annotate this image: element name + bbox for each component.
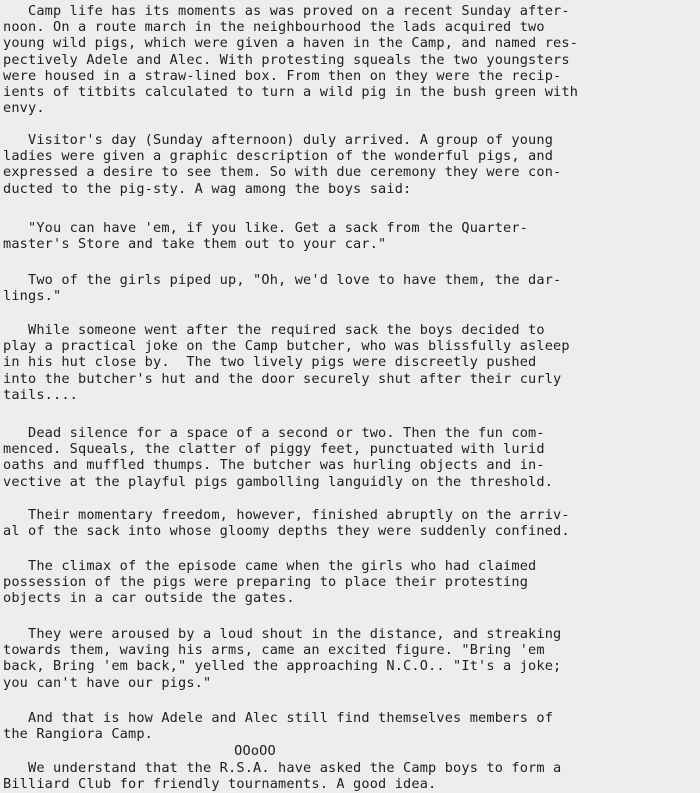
text-line: tails.... [3, 386, 79, 403]
text-line: While someone went after the required sack the boys decided to [3, 322, 545, 338]
text-line: expressed a desire to see them. So with due ceremony they were con- [3, 164, 562, 181]
text-line: ducted to the pig-sty. A wag among the boys said: [3, 180, 412, 197]
text-line: were housed in a straw-lined box. From then on they were the recip- [3, 67, 562, 84]
paragraph-girls-reply [3, 272, 700, 304]
text-line: you can't have our pigs." [3, 674, 212, 691]
text-line: And that is how Adele and Alec still find themselves members of [3, 710, 554, 726]
paragraph-conclusion [3, 710, 700, 742]
text-line: The climax of the episode came when the girls who had claimed [3, 558, 537, 574]
text-line: back, Bring 'em back," yelled the approaching N.C.O.. "It's a joke; [3, 658, 562, 675]
text-line: lings." [3, 288, 62, 305]
text-line: "You can have 'em, if you like. Get a sack from the Quarter- [3, 220, 529, 236]
text-line: in his hut close by. The two lively pigs were discreetly pushed [3, 354, 537, 371]
text-line: al of the sack into whose gloomy depths they were suddenly confined. [3, 523, 570, 540]
text-line: the Rangiora Camp. [3, 726, 154, 743]
text-line: oaths and muffled thumps. The butcher was hurling objects and in- [3, 457, 545, 474]
text-line: play a practical joke on the Camp butcher, who was blissfully asleep [3, 338, 570, 355]
paragraph-wag-quote [3, 220, 700, 252]
text-line: towards them, waving his arms, came an excited figure. "Bring 'em [3, 642, 545, 659]
text-line: possession of the pigs were preparing to place their protesting [3, 574, 529, 591]
text-line: vective at the playful pigs gambolling languidly on the threshold. [3, 473, 554, 490]
text-line: ladies were given a graphic description of the wonderful pigs, and [3, 148, 554, 165]
text-line: Visitor's day (Sunday afternoon) duly arrived. A group of young [3, 132, 554, 148]
text-line: Billiard Club for friendly tournaments. A good idea. [3, 776, 437, 793]
text-line: Two of the girls piped up, "Oh, we'd love to have them, the dar- [3, 272, 562, 288]
paragraph-dead-silence [3, 425, 700, 490]
text-line: They were aroused by a loud shout in the distance, and streaking [3, 626, 562, 642]
paragraph-billiard-club [3, 760, 700, 792]
text-line: young wild pigs, which were given a haven in the Camp, and named res- [3, 35, 579, 52]
paragraph-pigs-acquired [3, 3, 700, 116]
text-line: Dead silence for a space of a second or two. Then the fun com- [3, 425, 545, 441]
text-line: objects in a car outside the gates. [3, 590, 295, 607]
paragraph-loud-shout [3, 626, 700, 691]
text-line: menced. Squeals, the clatter of piggy feet, punctuated with lurid [3, 441, 545, 458]
text-line: Camp life has its moments as was proved on a recent Sunday after- [3, 3, 570, 19]
text-line: ients of titbits calculated to turn a wild pig in the bush green with [3, 84, 579, 101]
text-line: noon. On a route march in the neighbourhood the lads acquired two [3, 19, 545, 36]
paragraph-climax [3, 558, 700, 607]
section-separator: OOoOO [234, 743, 276, 759]
paragraph-practical-joke [3, 322, 700, 403]
text-line: into the butcher's hut and the door securely shut after their curly [3, 370, 562, 387]
text-line: pectively Adele and Alec. With protesting squeals the two youngsters [3, 51, 570, 68]
text-line: master's Store and take them out to your car." [3, 236, 387, 253]
text-line: Their momentary freedom, however, finished abruptly on the arriv- [3, 507, 570, 523]
text-line: envy. [3, 100, 45, 117]
paragraph-momentary-freedom [3, 507, 700, 539]
paragraph-visitors-day [3, 132, 700, 197]
text-line: We understand that the R.S.A. have asked the Camp boys to form a [3, 760, 562, 776]
